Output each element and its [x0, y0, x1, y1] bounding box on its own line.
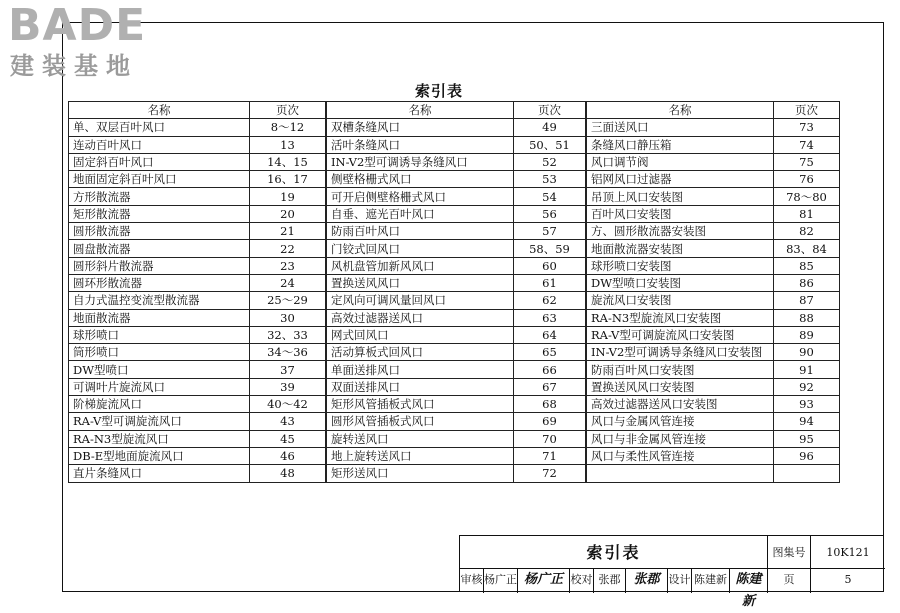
name-header: 名称 — [69, 102, 250, 119]
item-name: 连动百叶风口 — [69, 136, 250, 153]
item-page — [774, 465, 840, 482]
table-row — [69, 274, 326, 291]
item-name: DW型喷口安装图 — [587, 274, 774, 291]
item-name: 风口与金属风管连接 — [587, 413, 774, 430]
item-page: 89 — [774, 326, 840, 343]
table-row — [327, 136, 586, 153]
item-name: 旋流风口安装图 — [587, 292, 774, 309]
item-name: 双槽条缝风口 — [327, 119, 514, 136]
item-name: 门铰式回风口 — [327, 240, 514, 257]
table-row — [587, 447, 840, 464]
table-row — [327, 326, 586, 343]
table-row — [587, 309, 840, 326]
table-row — [587, 136, 840, 153]
bade-logo — [8, 2, 183, 82]
item-page: 14、15 — [250, 153, 326, 170]
item-page: 76 — [774, 171, 840, 188]
item-name: 直片条缝风口 — [69, 465, 250, 482]
item-name: 单面送排风口 — [327, 361, 514, 378]
table-row — [327, 447, 586, 464]
table-row — [587, 223, 840, 240]
table-row — [327, 396, 586, 413]
table-row — [327, 188, 586, 205]
name-header: 名称 — [327, 102, 514, 119]
table-row — [327, 378, 586, 395]
atlas-number: 10K121 — [811, 536, 885, 569]
item-name: 防雨百叶风口安装图 — [587, 361, 774, 378]
item-page: 24 — [250, 274, 326, 291]
table-row — [69, 447, 326, 464]
table-row — [69, 136, 326, 153]
item-page: 23 — [250, 257, 326, 274]
item-name: 活叶条缝风口 — [327, 136, 514, 153]
table-row — [587, 119, 840, 136]
item-page: 49 — [514, 119, 586, 136]
table-row — [69, 153, 326, 170]
table-row — [327, 430, 586, 447]
logo-subtitle: 建装基地 — [10, 52, 138, 80]
item-page: 64 — [514, 326, 586, 343]
table-row — [587, 378, 840, 395]
item-page: 39 — [250, 378, 326, 395]
table-row — [327, 171, 586, 188]
table-row — [587, 465, 840, 482]
table-row — [327, 344, 586, 361]
item-page: 96 — [774, 447, 840, 464]
item-name: 自力式温控变流型散流器 — [69, 292, 250, 309]
table-row — [587, 361, 840, 378]
item-name: 风口与柔性风管连接 — [587, 447, 774, 464]
design-label: 设计 — [668, 569, 692, 593]
item-page: 62 — [514, 292, 586, 309]
review-name: 杨广正 — [484, 569, 518, 593]
table-row — [587, 292, 840, 309]
item-page: 87 — [774, 292, 840, 309]
table-row — [327, 292, 586, 309]
item-page: 70 — [514, 430, 586, 447]
item-name: 圆环形散流器 — [69, 274, 250, 291]
table-row — [69, 223, 326, 240]
item-page: 90 — [774, 344, 840, 361]
review-signature: 杨广正 — [518, 569, 570, 593]
index-table-1 — [68, 101, 326, 483]
item-name: 圆形风管插板式风口 — [327, 413, 514, 430]
item-name: 方形散流器 — [69, 188, 250, 205]
check-name: 张郡 — [594, 569, 626, 593]
table-row — [69, 413, 326, 430]
item-name: 侧壁格栅式风口 — [327, 171, 514, 188]
table-row — [69, 326, 326, 343]
page-number: 5 — [844, 573, 852, 586]
item-name: 地面固定斜百叶风口 — [69, 171, 250, 188]
table-row — [327, 361, 586, 378]
item-page: 93 — [774, 396, 840, 413]
item-page: 57 — [514, 223, 586, 240]
atlas-label: 图集号 — [768, 536, 811, 569]
design-signature: 陈建新 — [730, 569, 768, 593]
table-row — [327, 413, 586, 430]
item-page: 75 — [774, 153, 840, 170]
item-page: 54 — [514, 188, 586, 205]
item-name: 阶梯旋流风口 — [69, 396, 250, 413]
page-header: 页次 — [514, 102, 586, 119]
item-page: 40～42 — [250, 396, 326, 413]
table-row — [69, 292, 326, 309]
item-name: 高效过滤器送风口安装图 — [587, 396, 774, 413]
item-page: 52 — [514, 153, 586, 170]
item-page: 88 — [774, 309, 840, 326]
item-name: 定风向可调风量回风口 — [327, 292, 514, 309]
item-page: 81 — [774, 205, 840, 222]
table-row — [327, 309, 586, 326]
item-page: 8～12 — [250, 119, 326, 136]
item-name: RA-V型可调旋流风口安装图 — [587, 326, 774, 343]
item-page: 22 — [250, 240, 326, 257]
titleblock-title: 索引表 — [460, 536, 768, 569]
item-name: DW型喷口 — [69, 361, 250, 378]
item-name: 自垂、遮光百叶风口 — [327, 205, 514, 222]
item-name: 百叶风口安装图 — [587, 205, 774, 222]
item-page: 66 — [514, 361, 586, 378]
item-page: 37 — [250, 361, 326, 378]
item-name: 铝网风口过滤器 — [587, 171, 774, 188]
item-name: 风口与非金属风管连接 — [587, 430, 774, 447]
check-label: 校对 — [570, 569, 594, 593]
table-row — [587, 274, 840, 291]
item-name: 球形喷口安装图 — [587, 257, 774, 274]
item-name — [587, 465, 774, 482]
item-page: 21 — [250, 223, 326, 240]
item-page: 63 — [514, 309, 586, 326]
table-row — [327, 153, 586, 170]
item-page: 48 — [250, 465, 326, 482]
item-page: 74 — [774, 136, 840, 153]
table-row — [69, 378, 326, 395]
item-page: 83、84 — [774, 240, 840, 257]
logo-word: BADE — [8, 0, 147, 51]
item-page: 32、33 — [250, 326, 326, 343]
item-name: 置换送风风口安装图 — [587, 378, 774, 395]
table-row — [69, 257, 326, 274]
item-name: 风口调节阀 — [587, 153, 774, 170]
item-name: IN-V2型可调诱导条缝风口 — [327, 153, 514, 170]
table-row — [587, 240, 840, 257]
table-row — [69, 240, 326, 257]
table-row — [587, 188, 840, 205]
table-row — [587, 430, 840, 447]
item-page: 91 — [774, 361, 840, 378]
item-page: 69 — [514, 413, 586, 430]
item-name: IN-V2型可调诱导条缝风口安装图 — [587, 344, 774, 361]
item-page: 16、17 — [250, 171, 326, 188]
item-page: 68 — [514, 396, 586, 413]
table-row — [69, 171, 326, 188]
item-name: 活动算板式回风口 — [327, 344, 514, 361]
table-row — [69, 430, 326, 447]
item-page: 58、59 — [514, 240, 586, 257]
table-row — [69, 465, 326, 482]
table-row — [69, 205, 326, 222]
item-name: 单、双层百叶风口 — [69, 119, 250, 136]
item-page: 85 — [774, 257, 840, 274]
item-page: 13 — [250, 136, 326, 153]
item-page: 25～29 — [250, 292, 326, 309]
table-row — [69, 188, 326, 205]
table-row — [69, 361, 326, 378]
item-page: 20 — [250, 205, 326, 222]
item-name: 矩形散流器 — [69, 205, 250, 222]
item-name: 圆形散流器 — [69, 223, 250, 240]
page-header: 页次 — [774, 102, 840, 119]
name-header: 名称 — [587, 102, 774, 119]
check-signature: 张郡 — [626, 569, 668, 593]
item-page: 45 — [250, 430, 326, 447]
table-row — [587, 413, 840, 430]
item-name: RA-V型可调旋流风口 — [69, 413, 250, 430]
item-name: 球形喷口 — [69, 326, 250, 343]
index-table-2 — [326, 101, 586, 483]
table-row — [587, 257, 840, 274]
index-table-3 — [586, 101, 840, 483]
item-name: 高效过滤器送风口 — [327, 309, 514, 326]
item-name: 地上旋转送风口 — [327, 447, 514, 464]
title-block — [459, 535, 884, 609]
item-page: 94 — [774, 413, 840, 430]
item-name: 矩形风管插板式风口 — [327, 396, 514, 413]
item-name: RA-N3型旋流风口 — [69, 430, 250, 447]
item-page: 73 — [774, 119, 840, 136]
item-page: 95 — [774, 430, 840, 447]
item-page: 61 — [514, 274, 586, 291]
table-row — [587, 396, 840, 413]
item-page: 71 — [514, 447, 586, 464]
item-name: 防雨百叶风口 — [327, 223, 514, 240]
item-page: 72 — [514, 465, 586, 482]
item-name: 风机盘管加新风风口 — [327, 257, 514, 274]
item-name: 矩形送风口 — [327, 465, 514, 482]
item-page: 82 — [774, 223, 840, 240]
page-header: 页次 — [250, 102, 326, 119]
item-page: 34～36 — [250, 344, 326, 361]
item-page: 92 — [774, 378, 840, 395]
item-name: 网式回风口 — [327, 326, 514, 343]
review-label: 审核 — [460, 569, 484, 593]
design-name: 陈建新 — [692, 569, 730, 593]
item-page: 86 — [774, 274, 840, 291]
item-page: 50、51 — [514, 136, 586, 153]
item-name: 可调叶片旋流风口 — [69, 378, 250, 395]
item-page: 19 — [250, 188, 326, 205]
item-name: 吊顶上风口安装图 — [587, 188, 774, 205]
item-page: 43 — [250, 413, 326, 430]
item-name: 可开启侧壁格栅式风口 — [327, 188, 514, 205]
item-page: 78～80 — [774, 188, 840, 205]
page-label: 页 — [768, 569, 811, 593]
item-page: 53 — [514, 171, 586, 188]
page-title: 索引表 — [415, 82, 464, 100]
table-row — [69, 309, 326, 326]
item-name: 圆形斜片散流器 — [69, 257, 250, 274]
item-name: 三面送风口 — [587, 119, 774, 136]
item-name: 地面散流器 — [69, 309, 250, 326]
item-name: 方、圆形散流器安装图 — [587, 223, 774, 240]
item-name: 条缝风口静压箱 — [587, 136, 774, 153]
table-row — [327, 465, 586, 482]
item-name: 旋转送风口 — [327, 430, 514, 447]
table-row — [327, 257, 586, 274]
item-name: 筒形喷口 — [69, 344, 250, 361]
table-row — [327, 205, 586, 222]
table-row — [587, 171, 840, 188]
table-row — [69, 119, 326, 136]
item-name: DB-E型地面旋流风口 — [69, 447, 250, 464]
item-page: 30 — [250, 309, 326, 326]
table-row — [327, 223, 586, 240]
table-row — [327, 240, 586, 257]
item-page: 67 — [514, 378, 586, 395]
table-row — [327, 119, 586, 136]
item-name: 固定斜百叶风口 — [69, 153, 250, 170]
table-row — [587, 344, 840, 361]
table-row — [327, 274, 586, 291]
table-row — [587, 205, 840, 222]
item-name: 双面送排风口 — [327, 378, 514, 395]
table-row — [69, 344, 326, 361]
item-name: 置换送风风口 — [327, 274, 514, 291]
item-page: 46 — [250, 447, 326, 464]
item-name: 地面散流器安装图 — [587, 240, 774, 257]
item-page: 65 — [514, 344, 586, 361]
item-page: 56 — [514, 205, 586, 222]
table-row — [69, 396, 326, 413]
table-row — [587, 153, 840, 170]
item-name: 圆盘散流器 — [69, 240, 250, 257]
table-row — [587, 326, 840, 343]
item-name: RA-N3型旋流风口安装图 — [587, 309, 774, 326]
item-page: 60 — [514, 257, 586, 274]
